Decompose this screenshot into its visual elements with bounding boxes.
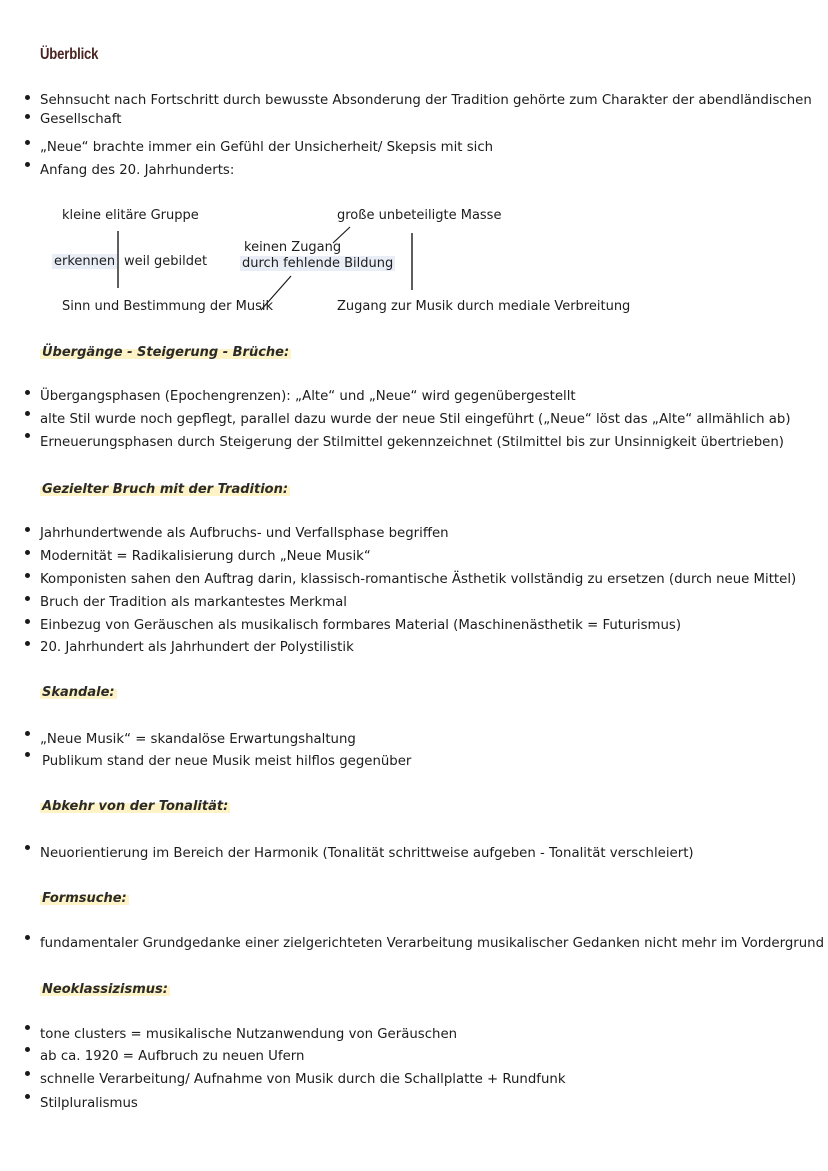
- bullet-dot: [25, 390, 30, 395]
- list-item: Übergangsphasen (Epochengrenzen): „Alte“ und „Neue“ wird gegenübergestellt: [40, 389, 576, 404]
- list-item: schnelle Verarbeitung/ Aufnahme von Musik durch die Schallplatte + Rundfunk: [40, 1072, 566, 1087]
- page-title: Überblick: [40, 46, 99, 63]
- bullet-dot: [25, 619, 30, 624]
- diagram-right-group: große unbeteiligte Masse: [337, 208, 502, 223]
- list-item: Jahrhundertwende als Aufbruchs- und Verfallsphase begriffen: [40, 526, 449, 541]
- bullet-dot: [25, 845, 30, 850]
- list-item: Bruch der Tradition als markantestes Merkmal: [40, 595, 348, 610]
- list-item: Stilpluralismus: [40, 1096, 138, 1111]
- bullet-dot: [25, 433, 30, 438]
- bullet-dot: [25, 1071, 30, 1076]
- intro-item: Gesellschaft: [40, 112, 122, 127]
- diagram-middle-line1: keinen Zugang: [244, 240, 342, 255]
- bullet-dot: [25, 935, 30, 940]
- list-item: Einbezug von Geräuschen als musikalisch formbares Material (Maschinenästhetik = Futurismus): [40, 618, 682, 633]
- bullet-dot: [25, 527, 30, 532]
- intro-item: Anfang des 20. Jahrhunderts:: [40, 163, 235, 178]
- list-item: 20. Jahrhundert als Jahrhundert der Polystilistik: [40, 640, 354, 655]
- diagram-right-result: Zugang zur Musik durch mediale Verbreitung: [337, 299, 631, 314]
- list-item: Komponisten sahen den Auftrag darin, klassisch-romantische Ästhetik vollständig zu ersetzen (durch neue Mittel): [40, 572, 797, 587]
- section-heading: Abkehr von der Tonalität:: [42, 799, 229, 814]
- bullet-dot: [25, 752, 30, 757]
- list-item: alte Stil wurde noch gepflegt, parallel dazu wurde der neue Stil eingeführt („Neue“ löst das „Alte“ allmählich ab): [40, 412, 791, 427]
- section-heading: Gezielter Bruch mit der Tradition:: [42, 482, 289, 497]
- intro-item: „Neue“ brachte immer ein Gefühl der Unsicherheit/ Skepsis mit sich: [40, 140, 494, 155]
- bullet-dot: [25, 731, 30, 736]
- diagram-left-reason: weil gebildet: [124, 254, 208, 269]
- intro-item: Sehnsucht nach Fortschritt durch bewusste Absonderung der Tradition gehörte zum Charakter der abendländischen: [40, 93, 812, 108]
- list-item: Publikum stand der neue Musik meist hilflos gegenüber: [42, 754, 412, 769]
- bullet-dot: [25, 550, 30, 555]
- connector-middle-to-left: [261, 276, 291, 310]
- bullet-dot: [25, 641, 30, 646]
- diagram-left-recognize: erkennen: [54, 254, 116, 269]
- connector-right-to-middle: [333, 227, 350, 243]
- section-heading: Formsuche:: [42, 891, 127, 906]
- list-item: Modernität = Radikalisierung durch „Neue Musik“: [40, 549, 371, 564]
- diagram-middle-line2: durch fehlende Bildung: [242, 256, 394, 271]
- bullet-dot: [25, 1094, 30, 1099]
- list-item: Neuorientierung im Bereich der Harmonik (Tonalität schrittweise aufgeben - Tonalität verschleiert): [40, 846, 694, 861]
- section-heading: Skandale:: [42, 685, 115, 700]
- list-item: ab ca. 1920 = Aufbruch zu neuen Ufern: [40, 1049, 305, 1064]
- section-heading: Übergänge - Steigerung - Brüche:: [42, 345, 290, 360]
- list-item: „Neue Musik“ = skandalöse Erwartungshaltung: [40, 732, 356, 747]
- diagram-left-group: kleine elitäre Gruppe: [62, 208, 199, 223]
- bullet-dot: [25, 1047, 30, 1052]
- section-heading: Neoklassizismus:: [42, 982, 168, 997]
- bullet-dot: [25, 573, 30, 578]
- bullet-dot: [25, 411, 30, 416]
- diagram-left-result: Sinn und Bestimmung der Musik: [62, 299, 274, 314]
- bullet-dot: [25, 1025, 30, 1030]
- list-item: Erneuerungsphasen durch Steigerung der Stilmittel gekennzeichnet (Stilmittel bis zur Unsinnigkeit übertrieben): [40, 435, 784, 450]
- list-item: fundamentaler Grundgedanke einer zielgerichteten Verarbeitung musikalischer Gedanken nicht mehr im Vordergrund: [40, 936, 825, 951]
- list-item: tone clusters = musikalische Nutzanwendung von Geräuschen: [40, 1027, 458, 1042]
- bullet-dot: [25, 596, 30, 601]
